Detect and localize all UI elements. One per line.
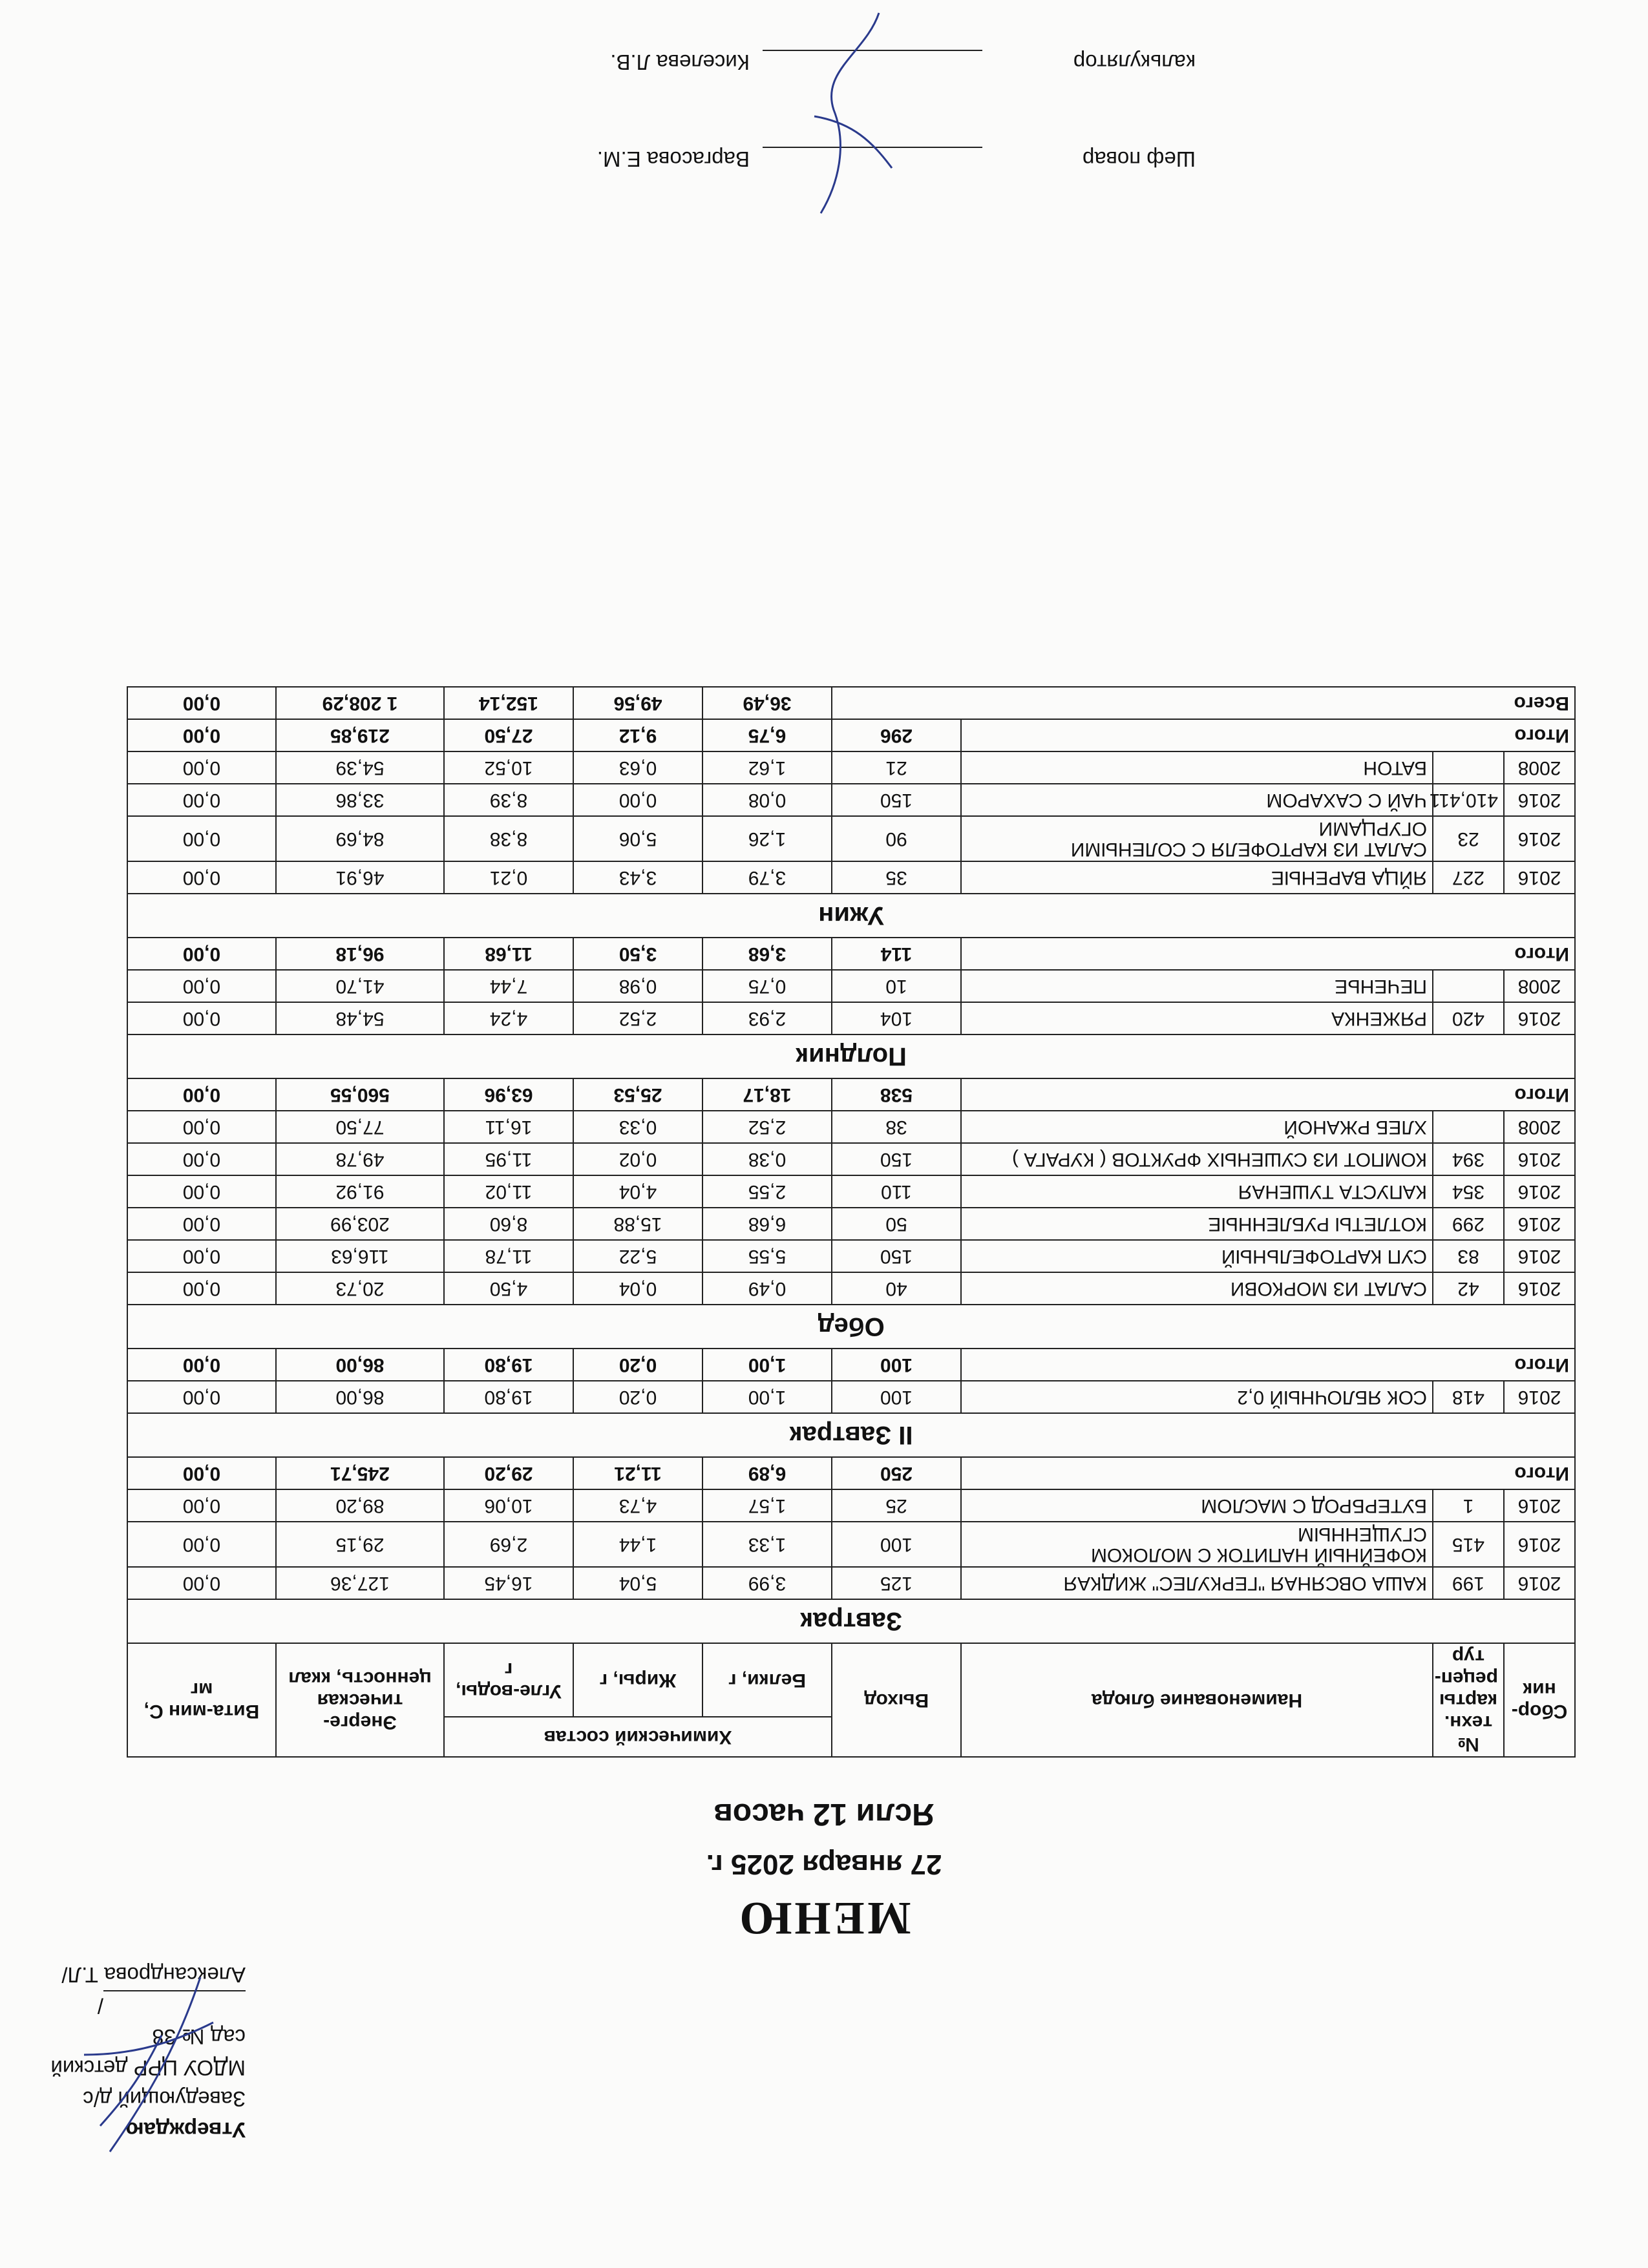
table-row [127, 1567, 1575, 1599]
section-header-row [127, 1034, 1575, 1078]
table-row [127, 1272, 1575, 1305]
fat-cell: 5,22 [573, 1240, 703, 1272]
vitamin-cell: 0,00 [127, 1567, 276, 1599]
collection-cell: 2016 [1504, 1522, 1575, 1567]
protein-cell: 5,55 [703, 1240, 832, 1272]
table-row [127, 1489, 1575, 1522]
header-protein: Белки, г [703, 1643, 832, 1717]
vitamin-cell: 0,00 [127, 861, 276, 894]
card-cell: 415 [1433, 1522, 1504, 1567]
vitamin-cell: 0,00 [127, 1078, 276, 1111]
card-cell: 418 [1433, 1381, 1504, 1413]
output-cell: 250 [832, 1457, 961, 1489]
carbs-cell: 16,11 [444, 1111, 573, 1143]
vitamin-cell: 0,00 [127, 1002, 276, 1034]
dish-name-cell: КАПУСТА ТУШЕНАЯ [961, 1175, 1433, 1208]
output-cell: 110 [832, 1175, 961, 1208]
energy-cell: 219,85 [276, 719, 444, 751]
output-cell: 10 [832, 970, 961, 1002]
vitamin-cell: 0,00 [127, 1175, 276, 1208]
fat-cell: 0,20 [573, 1349, 703, 1381]
carbs-cell: 4,50 [444, 1272, 573, 1305]
table-row [127, 1143, 1575, 1175]
protein-cell: 18,17 [703, 1078, 832, 1111]
collection-cell: 2016 [1504, 1489, 1575, 1522]
menu-table-body [127, 687, 1575, 1643]
output-cell: 100 [832, 1381, 961, 1413]
protein-cell: 1,26 [703, 816, 832, 861]
fat-cell: 3,43 [573, 861, 703, 894]
carbs-cell: 10,52 [444, 751, 573, 784]
energy-cell: 41,70 [276, 970, 444, 1002]
output-cell: 50 [832, 1208, 961, 1240]
header-dish: Наименование блюда [961, 1643, 1433, 1757]
carbs-cell: 11,95 [444, 1143, 573, 1175]
table-row [127, 751, 1575, 784]
output-cell: 538 [832, 1078, 961, 1111]
protein-cell: 2,52 [703, 1111, 832, 1143]
energy-cell: 116,63 [276, 1240, 444, 1272]
card-cell: 299 [1433, 1208, 1504, 1240]
footer-person: Варгасова Е.М. [597, 147, 750, 171]
energy-cell: 1 208,29 [276, 687, 444, 719]
fat-cell: 0,00 [573, 784, 703, 816]
carbs-cell: 0,21 [444, 861, 573, 894]
table-row [127, 1240, 1575, 1272]
collection-cell: 2008 [1504, 751, 1575, 784]
fat-cell: 5,06 [573, 816, 703, 861]
dish-name-cell: БАТОН [961, 751, 1433, 784]
approval-org: МДОУ ЦРР детский сад № 38 [50, 2025, 246, 2080]
vitamin-cell: 0,00 [127, 1457, 276, 1489]
protein-cell: 1,57 [703, 1489, 832, 1522]
section-header-row [127, 1599, 1575, 1643]
carbs-cell: 19,80 [444, 1349, 573, 1381]
grand-total-row [127, 687, 1575, 719]
collection-cell: 2016 [1504, 1002, 1575, 1034]
approval-name: /Александрова Т.Л/ [61, 1963, 246, 2018]
fat-cell: 15,88 [573, 1208, 703, 1240]
carbs-cell: 7,44 [444, 970, 573, 1002]
fat-cell: 0,33 [573, 1111, 703, 1143]
fat-cell: 5,04 [573, 1567, 703, 1599]
energy-cell: 20,73 [276, 1272, 444, 1305]
energy-cell: 245,71 [276, 1457, 444, 1489]
energy-cell: 86,00 [276, 1349, 444, 1381]
carbs-cell: 4,24 [444, 1002, 573, 1034]
fat-cell: 0,98 [573, 970, 703, 1002]
output-cell: 35 [832, 861, 961, 894]
vitamin-cell: 0,00 [127, 1143, 276, 1175]
energy-cell: 89,20 [276, 1489, 444, 1522]
energy-cell: 84,69 [276, 816, 444, 861]
protein-cell: 0,75 [703, 970, 832, 1002]
protein-cell: 2,93 [703, 1002, 832, 1034]
protein-cell: 6,89 [703, 1457, 832, 1489]
total-row [127, 1457, 1575, 1489]
collection-cell: 2016 [1504, 1272, 1575, 1305]
section-title: Обед [127, 1305, 1575, 1349]
director-signature [71, 1971, 239, 2165]
table-row [127, 1175, 1575, 1208]
output-cell: 100 [832, 1349, 961, 1381]
header-output: Выход [832, 1643, 961, 1757]
fat-cell: 0,04 [573, 1272, 703, 1305]
output-cell: 104 [832, 1002, 961, 1034]
dish-name-cell: КАША ОВСЯНАЯ "ГЕРКУЛЕС" ЖИДКАЯ [961, 1567, 1433, 1599]
output-cell: 38 [832, 1111, 961, 1143]
vitamin-cell: 0,00 [127, 1522, 276, 1567]
table-row [127, 970, 1575, 1002]
carbs-cell: 152,14 [444, 687, 573, 719]
footer-role: калькулятор [1073, 50, 1196, 74]
protein-cell: 6,75 [703, 719, 832, 751]
header-fat: Жиры, г [573, 1643, 703, 1717]
total-row [127, 938, 1575, 970]
table-row [127, 861, 1575, 894]
card-cell: 420 [1433, 1002, 1504, 1034]
page-title: МЕНЮ [737, 1893, 911, 1944]
fat-cell: 0,20 [573, 1381, 703, 1413]
output-cell: 150 [832, 1143, 961, 1175]
energy-cell: 96,18 [276, 938, 444, 970]
collection-cell: 2008 [1504, 1111, 1575, 1143]
vitamin-cell: 0,00 [127, 1240, 276, 1272]
card-cell: 83 [1433, 1240, 1504, 1272]
output-cell: 90 [832, 816, 961, 861]
grand-total-label: Всего [832, 687, 1575, 719]
protein-cell: 3,79 [703, 861, 832, 894]
calculator-signature [788, 6, 918, 220]
fat-cell: 4,04 [573, 1175, 703, 1208]
section-header-row [127, 1305, 1575, 1349]
vitamin-cell: 0,00 [127, 1349, 276, 1381]
output-cell: 100 [832, 1522, 961, 1567]
dish-name-cell: ПЕЧЕНЬЕ [961, 970, 1433, 1002]
fat-cell: 49,56 [573, 687, 703, 719]
energy-cell: 77,50 [276, 1111, 444, 1143]
header-vitamin: Вита-мин С, мг [127, 1643, 276, 1757]
approval-title: Утверждаю [125, 2118, 246, 2142]
footer-role: Шеф повар [1082, 147, 1196, 171]
fat-cell: 9,12 [573, 719, 703, 751]
carbs-cell: 19,80 [444, 1381, 573, 1413]
protein-cell: 0,08 [703, 784, 832, 816]
energy-cell: 54,48 [276, 1002, 444, 1034]
carbs-cell: 11,68 [444, 938, 573, 970]
protein-cell: 0,38 [703, 1143, 832, 1175]
protein-cell: 1,00 [703, 1349, 832, 1381]
total-row [127, 1349, 1575, 1381]
dish-name-cell: БУТЕРБРОД С МАСЛОМ [961, 1489, 1433, 1522]
collection-cell: 2016 [1504, 1175, 1575, 1208]
total-row [127, 1078, 1575, 1111]
card-cell: 354 [1433, 1175, 1504, 1208]
header-energy: Энерге-тическая ценность, ккал [276, 1643, 444, 1757]
table-row [127, 1208, 1575, 1240]
carbs-cell: 11,02 [444, 1175, 573, 1208]
menu-table [127, 686, 1576, 1758]
collection-cell: 2016 [1504, 1240, 1575, 1272]
card-cell [1433, 1111, 1504, 1143]
total-row [127, 719, 1575, 751]
header-chem: Химический состав [444, 1717, 832, 1757]
vitamin-cell: 0,00 [127, 751, 276, 784]
card-cell: 23 [1433, 816, 1504, 861]
output-cell: 150 [832, 1240, 961, 1272]
collection-cell: 2016 [1504, 1143, 1575, 1175]
vitamin-cell: 0,00 [127, 816, 276, 861]
total-label: Итого [961, 1349, 1575, 1381]
vitamin-cell: 0,00 [127, 784, 276, 816]
table-row [127, 1381, 1575, 1413]
output-cell: 25 [832, 1489, 961, 1522]
section-title: Завтрак [127, 1599, 1575, 1643]
group-name: Ясли 12 часов [713, 1797, 935, 1831]
carbs-cell: 27,50 [444, 719, 573, 751]
table-row [127, 1002, 1575, 1034]
carbs-cell: 29,20 [444, 1457, 573, 1489]
header-card: № техн. карты рецеп-тур [1433, 1643, 1504, 1757]
carbs-cell: 10,06 [444, 1489, 573, 1522]
energy-cell: 127,36 [276, 1567, 444, 1599]
table-row [127, 1111, 1575, 1143]
total-label: Итого [961, 1457, 1575, 1489]
dish-name-cell: КОМПОТ ИЗ СУШЕНЫХ ФРУКТОВ ( КУРАГА ) [961, 1143, 1433, 1175]
output-cell: 114 [832, 938, 961, 970]
dish-name-cell: САЛАТ ИЗ КАРТОФЕЛЯ С СОЛЕНЫМИ ОГУРЦАМИ [961, 816, 1433, 861]
collection-cell: 2008 [1504, 970, 1575, 1002]
vitamin-cell: 0,00 [127, 719, 276, 751]
collection-cell: 2016 [1504, 1381, 1575, 1413]
fat-cell: 1,44 [573, 1522, 703, 1567]
protein-cell: 0,49 [703, 1272, 832, 1305]
card-cell: 394 [1433, 1143, 1504, 1175]
protein-cell: 3,68 [703, 938, 832, 970]
energy-cell: 33,86 [276, 784, 444, 816]
dish-name-cell: САЛАТ ИЗ МОРКОВИ [961, 1272, 1433, 1305]
vitamin-cell: 0,00 [127, 1489, 276, 1522]
total-label: Итого [961, 1078, 1575, 1111]
vitamin-cell: 0,00 [127, 1272, 276, 1305]
carbs-cell: 8,39 [444, 784, 573, 816]
vitamin-cell: 0,00 [127, 687, 276, 719]
section-title: II Завтрак [127, 1413, 1575, 1457]
card-cell [1433, 970, 1504, 1002]
energy-cell: 46,91 [276, 861, 444, 894]
vitamin-cell: 0,00 [127, 1381, 276, 1413]
section-title: Ужин [127, 894, 1575, 938]
section-header-row [127, 1413, 1575, 1457]
fat-cell: 0,02 [573, 1143, 703, 1175]
protein-cell: 1,00 [703, 1381, 832, 1413]
output-cell: 40 [832, 1272, 961, 1305]
protein-cell: 1,33 [703, 1522, 832, 1567]
protein-cell: 2,55 [703, 1175, 832, 1208]
section-header-row [127, 894, 1575, 938]
vitamin-cell: 0,00 [127, 938, 276, 970]
card-cell: 199 [1433, 1567, 1504, 1599]
table-row [127, 784, 1575, 816]
vitamin-cell: 0,00 [127, 970, 276, 1002]
card-cell: 227 [1433, 861, 1504, 894]
carbs-cell: 63,96 [444, 1078, 573, 1111]
vitamin-cell: 0,00 [127, 1208, 276, 1240]
fat-cell: 3,50 [573, 938, 703, 970]
fat-cell: 4,73 [573, 1489, 703, 1522]
protein-cell: 6,68 [703, 1208, 832, 1240]
carbs-cell: 2,69 [444, 1522, 573, 1567]
table-row [127, 1522, 1575, 1567]
section-title: Полдник [127, 1034, 1575, 1078]
carbs-cell: 8,60 [444, 1208, 573, 1240]
protein-cell: 3,99 [703, 1567, 832, 1599]
collection-cell: 2016 [1504, 861, 1575, 894]
approval-position: Заведующий д/с [83, 2087, 246, 2111]
carbs-cell: 16,45 [444, 1567, 573, 1599]
total-label: Итого [961, 938, 1575, 970]
collection-cell: 2016 [1504, 816, 1575, 861]
protein-cell: 36,49 [703, 687, 832, 719]
card-cell [1433, 751, 1504, 784]
energy-cell: 91,92 [276, 1175, 444, 1208]
energy-cell: 86,00 [276, 1381, 444, 1413]
energy-cell: 203,99 [276, 1208, 444, 1240]
energy-cell: 49,78 [276, 1143, 444, 1175]
card-cell: 410,411 [1433, 784, 1504, 816]
collection-cell: 2016 [1504, 1208, 1575, 1240]
header-collection: Сбор-ник [1504, 1643, 1575, 1757]
dish-name-cell: СОК ЯБЛОЧНЫЙ 0,2 [961, 1381, 1433, 1413]
dish-name-cell: СУП КАРТОФЕЛЬНЫЙ [961, 1240, 1433, 1272]
fat-cell: 0,63 [573, 751, 703, 784]
energy-cell: 29,15 [276, 1522, 444, 1567]
dish-name-cell: ХЛЕБ РЖАНОЙ [961, 1111, 1433, 1143]
dish-name-cell: ЯЙЦА ВАРЕНЫЕ [961, 861, 1433, 894]
output-cell: 125 [832, 1567, 961, 1599]
output-cell: 150 [832, 784, 961, 816]
output-cell: 21 [832, 751, 961, 784]
output-cell: 296 [832, 719, 961, 751]
card-cell: 1 [1433, 1489, 1504, 1522]
table-row [127, 816, 1575, 861]
energy-cell: 54,39 [276, 751, 444, 784]
total-label: Итого [961, 719, 1575, 751]
fat-cell: 2,52 [573, 1002, 703, 1034]
dish-name-cell: ЧАЙ С САХАРОМ [961, 784, 1433, 816]
collection-cell: 2016 [1504, 1567, 1575, 1599]
dish-name-cell: КОФЕЙНЫЙ НАПИТОК С МОЛОКОМ СГУЩЕННЫМ [961, 1522, 1433, 1567]
protein-cell: 1,62 [703, 751, 832, 784]
fat-cell: 25,53 [573, 1078, 703, 1111]
carbs-cell: 11,78 [444, 1240, 573, 1272]
header-carbs: Угле-воды, г [444, 1643, 573, 1717]
menu-date: 27 января 2025 г. [706, 1849, 942, 1880]
dish-name-cell: КОТЛЕТЫ РУБЛЕННЫЕ [961, 1208, 1433, 1240]
footer-person: Киселева Л.В. [610, 50, 750, 74]
carbs-cell: 8,38 [444, 816, 573, 861]
dish-name-cell: РЯЖЕНКА [961, 1002, 1433, 1034]
fat-cell: 11,21 [573, 1457, 703, 1489]
card-cell: 42 [1433, 1272, 1504, 1305]
collection-cell: 2016 [1504, 784, 1575, 816]
energy-cell: 560,55 [276, 1078, 444, 1111]
vitamin-cell: 0,00 [127, 1111, 276, 1143]
